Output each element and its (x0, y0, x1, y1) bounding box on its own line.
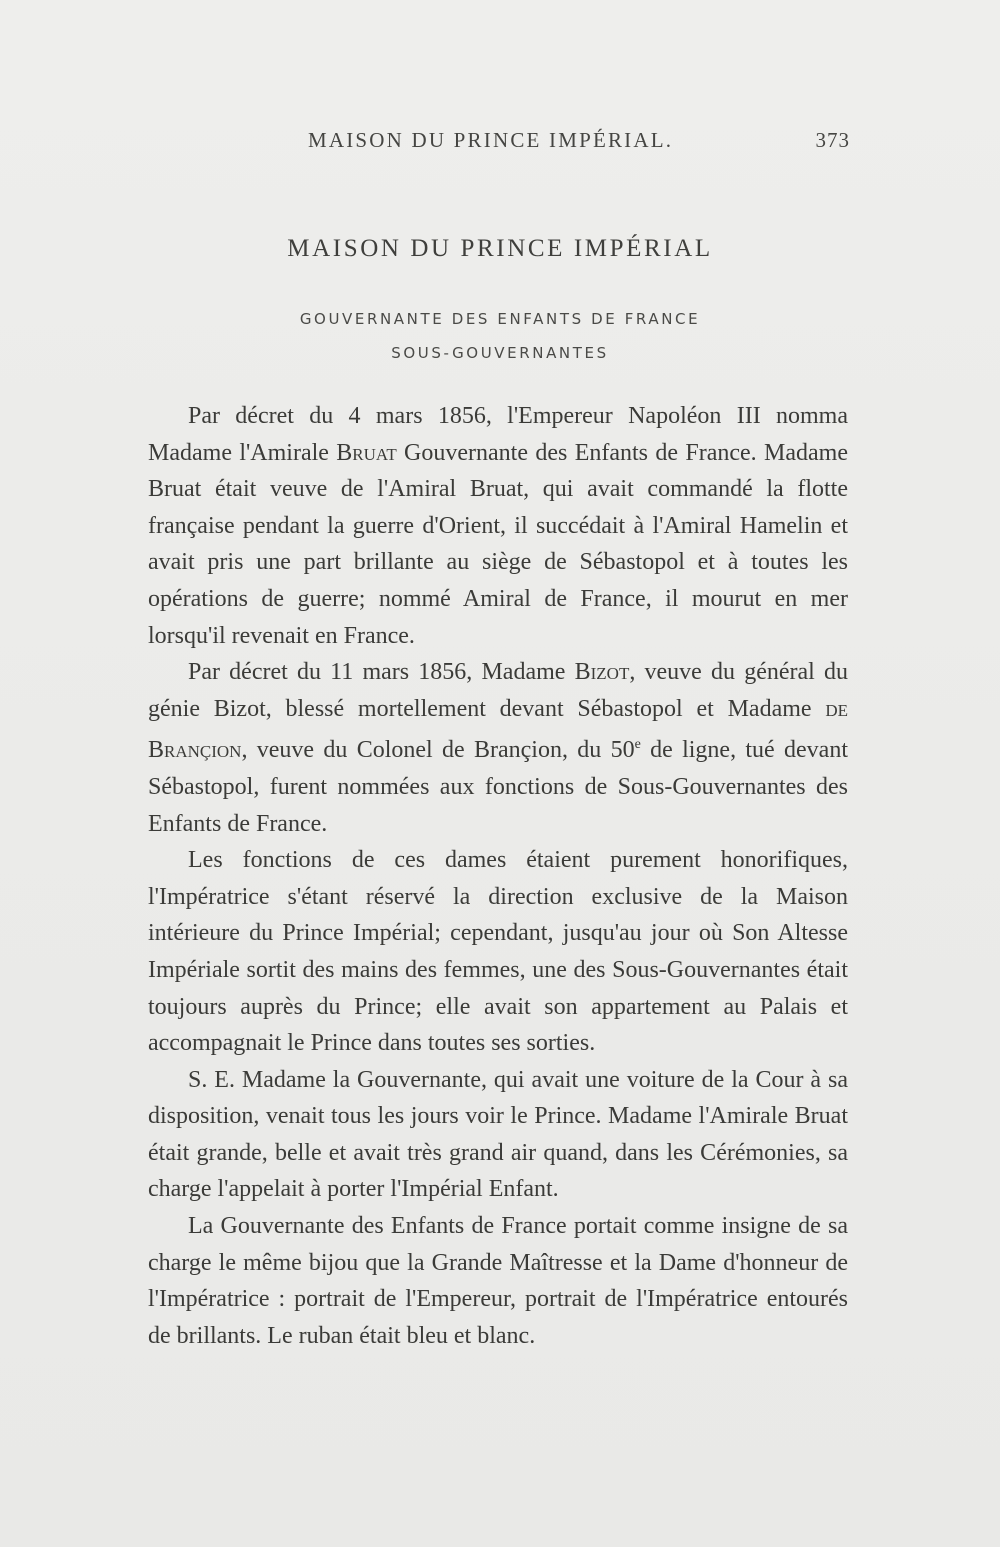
paragraph-2 (148, 654, 848, 842)
ordinal-superscript: e (634, 737, 641, 753)
paragraph-4: S. E. Madame la Gouvernante, qui avait une voiture de la Cour à sa disposition, venait tous les jours voir le Prince. Madame l'Amirale Bruat était grande, belle et avait très grand air quand, dans les Cérémonies, sa charge l'appelait à porter l'Impérial Enfant. (148, 1066, 848, 1203)
paragraph-2-text-c: , veuve du Colonel de Brançion, du 50 (241, 737, 635, 764)
running-title: MAISON DU PRINCE IMPÉRIAL. (308, 128, 674, 152)
paragraph-1 (148, 398, 848, 654)
paragraph-1-text-a: Par décret du 4 mars 1856, l'Empereur Napoléon III nomma Madame l'Amirale (148, 403, 848, 466)
name-bruat: Bruat (336, 439, 397, 466)
subtitle-sub-governesses: SOUS-GOUVERNANTES (391, 344, 609, 362)
paragraph-5: La Gouvernante des Enfants de France portait comme insigne de sa charge le même bijou que la Grande Maîtresse et la Dame d'honneur de l'Impératrice : portrait de l'Empereur, portrait de l'Impératrice entourés de brillants. Le ruban était bleu et blanc. (148, 1213, 848, 1349)
paragraph-1-text-b: Gouvernante des Enfants de France. Madame Bruat était veuve de l'Amiral Bruat, qui avait commandé la flotte française pendant la guerre d'Orient, il succédait à l'Amiral Hamelin et avait pris une part brillante au siège de Sébastopol et à toutes les opérations de guerre; nommé Amiral de France, il mourut en mer lorsqu'il revenait en France. (148, 439, 848, 649)
paragraph-2-text-b: , veuve du général du génie Bizot, blessé mortellement devant Sébastopol et Madame (148, 659, 848, 722)
chapter-title: MAISON DU PRINCE IMPÉRIAL (287, 235, 713, 262)
paragraph-2-text-d: de ligne, tué devant Sébastopol, furent nommées aux fonctions de Sous-Gouvernantes des Enfants de France. (148, 737, 848, 837)
subtitle-governess: GOUVERNANTE DES ENFANTS DE FRANCE (299, 310, 701, 328)
name-brancion: de Brançion (148, 695, 848, 764)
paragraph-3: Les fonctions de ces dames étaient purement honorifiques, l'Impératrice s'étant réservé la direction exclusive de la Maison intérieure du Prince Impérial; cependant, jusqu'au jour où Son Altesse Impériale sortit des mains des femmes, une des Sous-Gouvernantes était toujours auprès du Prince; elle avait son appartement au Palais et accompagnait le Prince dans toutes ses sorties. (148, 847, 848, 1057)
name-bizot: Bizot (574, 659, 630, 686)
running-head (150, 128, 850, 158)
page-number: 373 (815, 128, 850, 152)
paragraph-2-text-a: Par décret du 11 mars 1856, Madame (188, 659, 575, 686)
body-text (148, 398, 848, 1354)
